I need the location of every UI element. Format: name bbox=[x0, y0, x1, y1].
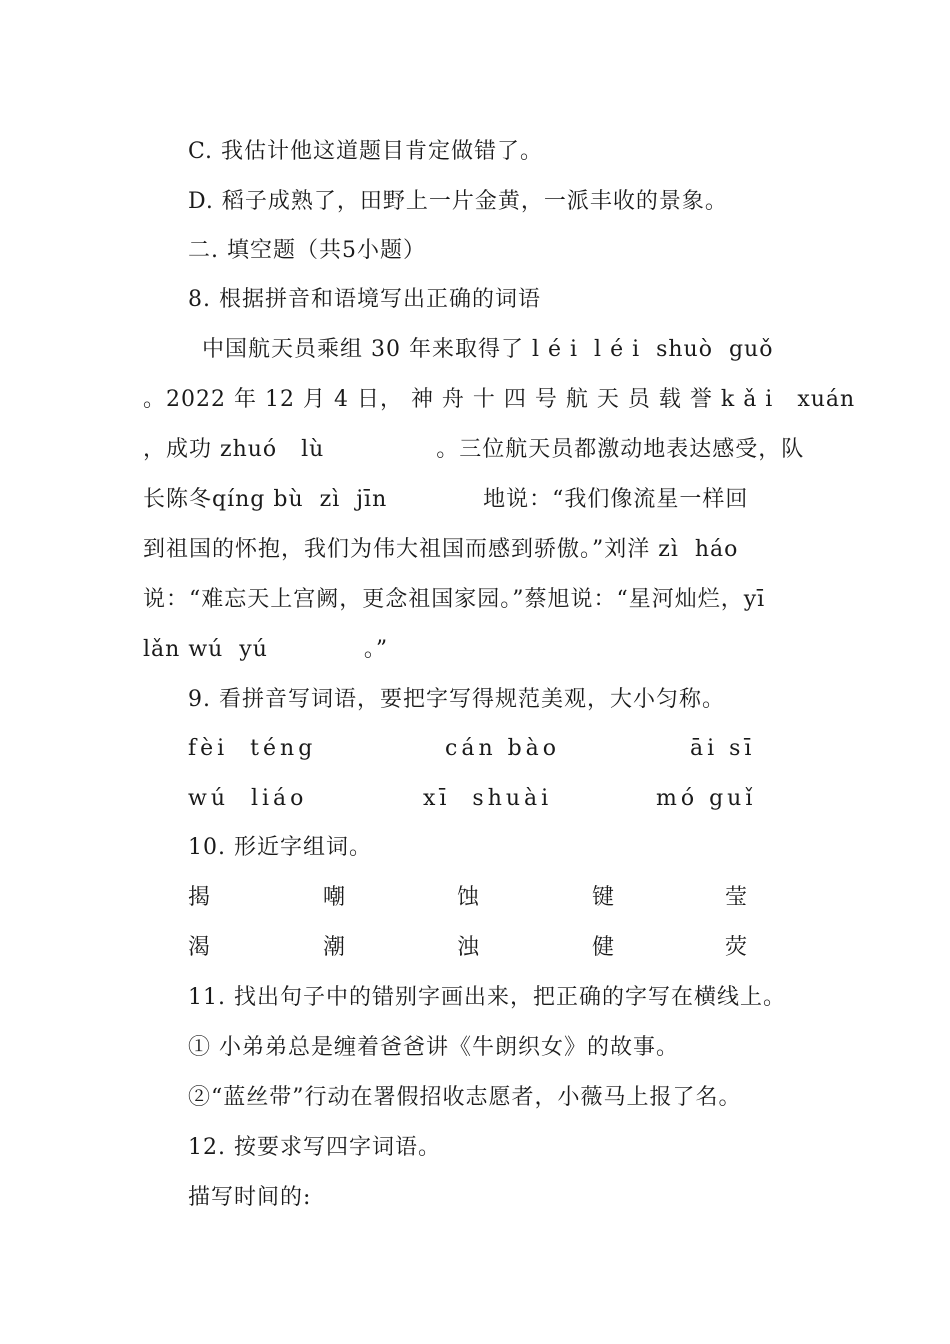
question-8-paragraph-line: 中国航天员乘组 30 年来取得了 l é i l é i shuò guǒ bbox=[202, 337, 774, 362]
character-item: 健 bbox=[592, 935, 616, 960]
character-item: 荧 bbox=[725, 935, 749, 960]
question-11-title: 11. 找出句子中的错别字画出来，把正确的字写在横线上。 bbox=[188, 985, 786, 1010]
question-12-prompt: 描写时间的: bbox=[188, 1185, 312, 1210]
character-item: 揭 bbox=[188, 885, 212, 910]
pinyin-item: mó guǐ bbox=[656, 786, 757, 811]
question-8-title: 8. 根据拼音和语境写出正确的词语 bbox=[188, 287, 541, 312]
character-item: 蚀 bbox=[457, 885, 481, 910]
pinyin-item: fèi téng bbox=[188, 736, 317, 761]
character-item: 渴 bbox=[188, 935, 212, 960]
character-item: 键 bbox=[592, 885, 616, 910]
question-8-paragraph-line: 到祖国的怀抱，我们为伟大祖国而感到骄傲。”刘洋 zì háo bbox=[143, 537, 739, 562]
question-9-title: 9. 看拼音写词语，要把字写得规范美观，大小匀称。 bbox=[188, 687, 725, 712]
section-heading: 二. 填空题（共5小题） bbox=[188, 238, 426, 263]
question-10-title: 10. 形近字组词。 bbox=[188, 835, 372, 860]
pinyin-item: āi sī bbox=[690, 736, 756, 761]
question-12-title: 12. 按要求写四字词语。 bbox=[188, 1135, 441, 1160]
question-8-paragraph-line: lǎn wú yú 。” bbox=[143, 637, 389, 662]
pinyin-item: cán bào bbox=[445, 736, 561, 761]
question-8-paragraph-line: 长陈冬qíng bù zì jīn 地说：“我们像流星一样回 bbox=[143, 487, 749, 512]
option-d: D. 稻子成熟了，田野上一片金黄，一派丰收的景象。 bbox=[188, 189, 728, 214]
character-item: 莹 bbox=[725, 885, 749, 910]
option-c: C. 我估计他这道题目肯定做错了。 bbox=[188, 139, 544, 164]
pinyin-item: wú liáo bbox=[188, 786, 308, 811]
question-8-paragraph-line: 。2022 年 12 月 4 日， 神 舟 十 四 号 航 天 员 载 誉 k ǎ i xuán bbox=[143, 387, 856, 412]
pinyin-item: xī shuài bbox=[423, 786, 553, 811]
question-11-sentence: ① 小弟弟总是缠着爸爸讲《牛朗织女》的故事。 bbox=[188, 1035, 679, 1060]
character-item: 浊 bbox=[457, 935, 481, 960]
character-item: 嘲 bbox=[323, 885, 347, 910]
question-11-sentence: ②“蓝丝带”行动在署假招收志愿者，小薇马上报了名。 bbox=[188, 1085, 742, 1110]
question-8-paragraph-line: 说：“难忘天上宫阙，更念祖国家园。”蔡旭说：“星河灿烂，yī bbox=[143, 587, 766, 612]
question-8-paragraph-line: ，成功 zhuó lù 。三位航天员都激动地表达感受，队 bbox=[143, 437, 805, 462]
character-item: 潮 bbox=[323, 935, 347, 960]
